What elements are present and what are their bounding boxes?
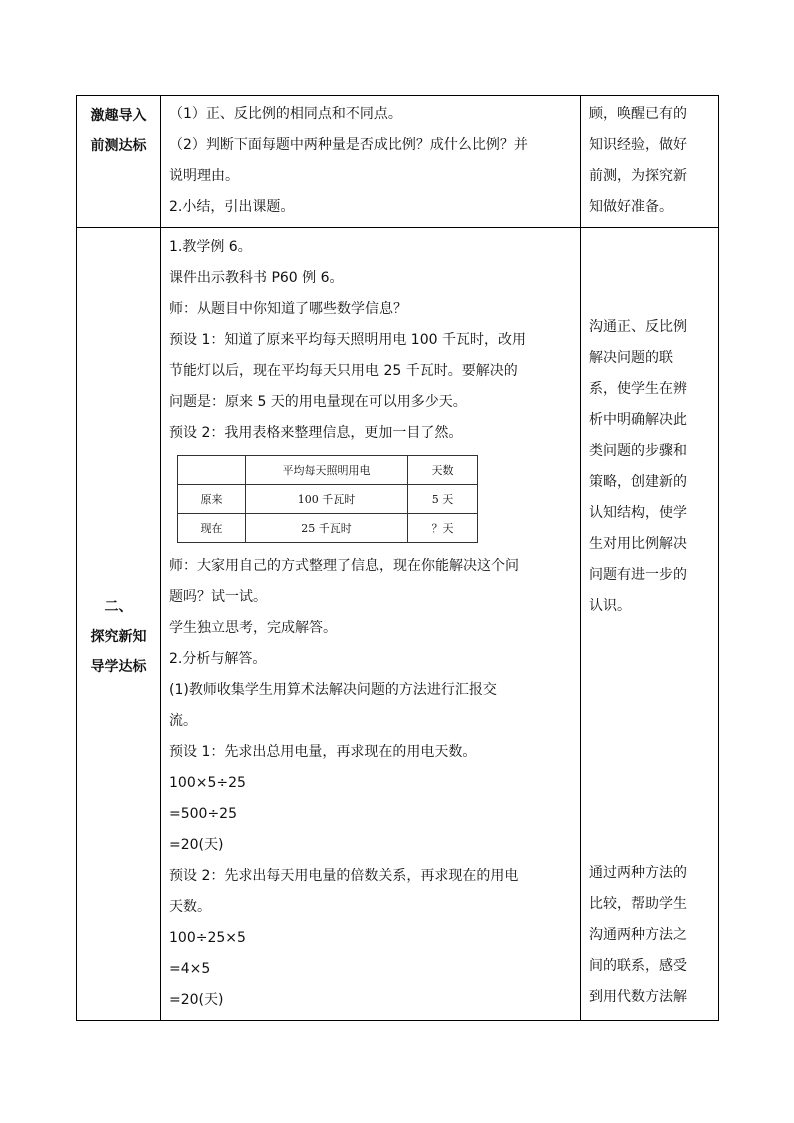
info-table-figure [177,455,574,543]
note-line: 知识经验，做好 [589,137,687,153]
note-line: 比较，帮助学生 [589,896,687,912]
content-line: 预设 1：知道了原来平均每天照明用电 100 千瓦时，改用 [169,332,526,348]
content-line: 问题是：原来 5 天的用电量现在可以用多少天。 [169,394,467,410]
design-intent-cell [581,228,719,1021]
note-line: 通过两种方法的 [589,865,687,881]
content-line: （2）判断下面每题中两种量是否成比例？成什么比例？并 [169,137,528,153]
content-line: 预设 2：先求出每天用电量的倍数关系，再求现在的用电 [169,868,519,884]
note-line: 知做好准备。 [589,199,673,215]
stage-label-cell [77,228,161,1021]
content-line: 2.小结，引出课题。 [169,199,295,215]
content-line: 100×5÷25 [169,775,246,791]
content-line: 师：从题目中你知道了哪些数学信息？ [169,301,407,317]
content-line: 说明理由。 [169,168,239,184]
lesson-plan-table [76,95,719,1021]
content-line: 天数。 [169,899,211,915]
content-line: 1.教学例 6。 [169,239,252,255]
stage-label: 探究新知 [90,629,147,645]
content-line: 流。 [169,713,197,729]
table-row [77,96,719,228]
note-line: 生对用比例解决 [589,536,687,552]
content-line: (1)教师收集学生用算术法解决问题的方法进行汇报交 [169,682,497,698]
content-line: 预设 1：先求出总用电量，再求现在的用电天数。 [169,744,477,760]
note-line: 系，使学生在辨 [589,381,687,397]
content-line: =20(天) [169,837,224,853]
info-table-cell: 平均每天照明用电 [246,456,408,485]
note-line: 认识。 [589,598,631,614]
info-table [177,455,478,543]
content-cell [161,96,581,228]
info-table-cell: 现在 [178,514,246,543]
info-table-cell: 5 天 [408,485,478,514]
content-line: 100÷25×5 [169,930,246,946]
content-line: =4×5 [169,961,211,977]
info-table-cell: ？天 [408,514,478,543]
table-row [77,228,719,1021]
info-table-row [178,485,478,514]
content-line: 课件出示教科书 P60 例 6。 [169,270,344,286]
content-line: （1）正、反比例的相同点和不同点。 [169,106,402,122]
content-line: 预设 2：我用表格来整理信息，更加一目了然。 [169,425,463,441]
info-table-cell: 25 千瓦时 [246,514,408,543]
stage-label: 导学达标 [90,659,147,675]
content-line: 学生独立思考，完成解答。 [169,620,337,636]
content-line: 节能灯以后，现在平均每天只用电 25 千瓦时。要解决的 [169,363,518,379]
info-table-header [178,456,478,485]
note-line: 沟通两种方法之 [589,927,687,943]
note-line: 析中明确解决此 [589,412,687,428]
content-line: =500÷25 [169,806,237,822]
design-intent-cell [581,96,719,228]
content-line: 2.分析与解答。 [169,651,267,667]
info-table-cell: 原来 [178,485,246,514]
info-table-cell [178,456,246,485]
note-line: 沟通正、反比例 [589,319,687,335]
note-line: 问题有进一步的 [589,567,687,583]
stage-label-cell [77,96,161,228]
note-line: 顾，唤醒已有的 [589,106,687,122]
note-line: 前测，为探究新 [589,168,687,184]
note-line: 认知结构，使学 [589,505,687,521]
content-line: 题吗？试一试。 [169,589,267,605]
note-line: 类问题的步骤和 [589,443,687,459]
content-line: =20(天) [169,992,224,1008]
note-line: 间的联系，感受 [589,958,687,974]
note-line: 解决问题的联 [589,350,673,366]
note-line: 到用代数方法解 [589,989,687,1005]
stage-label: 二、 [104,599,133,615]
note-line: 策略，创建新的 [589,474,687,490]
content-cell [161,228,581,1021]
info-table-cell: 100 千瓦时 [246,485,408,514]
content-line: 师：大家用自己的方式整理了信息，现在你能解决这个问 [169,558,519,574]
stage-label: 前测达标 [90,138,147,154]
info-table-cell: 天数 [408,456,478,485]
stage-label: 激趣导入 [90,108,147,124]
info-table-row [178,514,478,543]
